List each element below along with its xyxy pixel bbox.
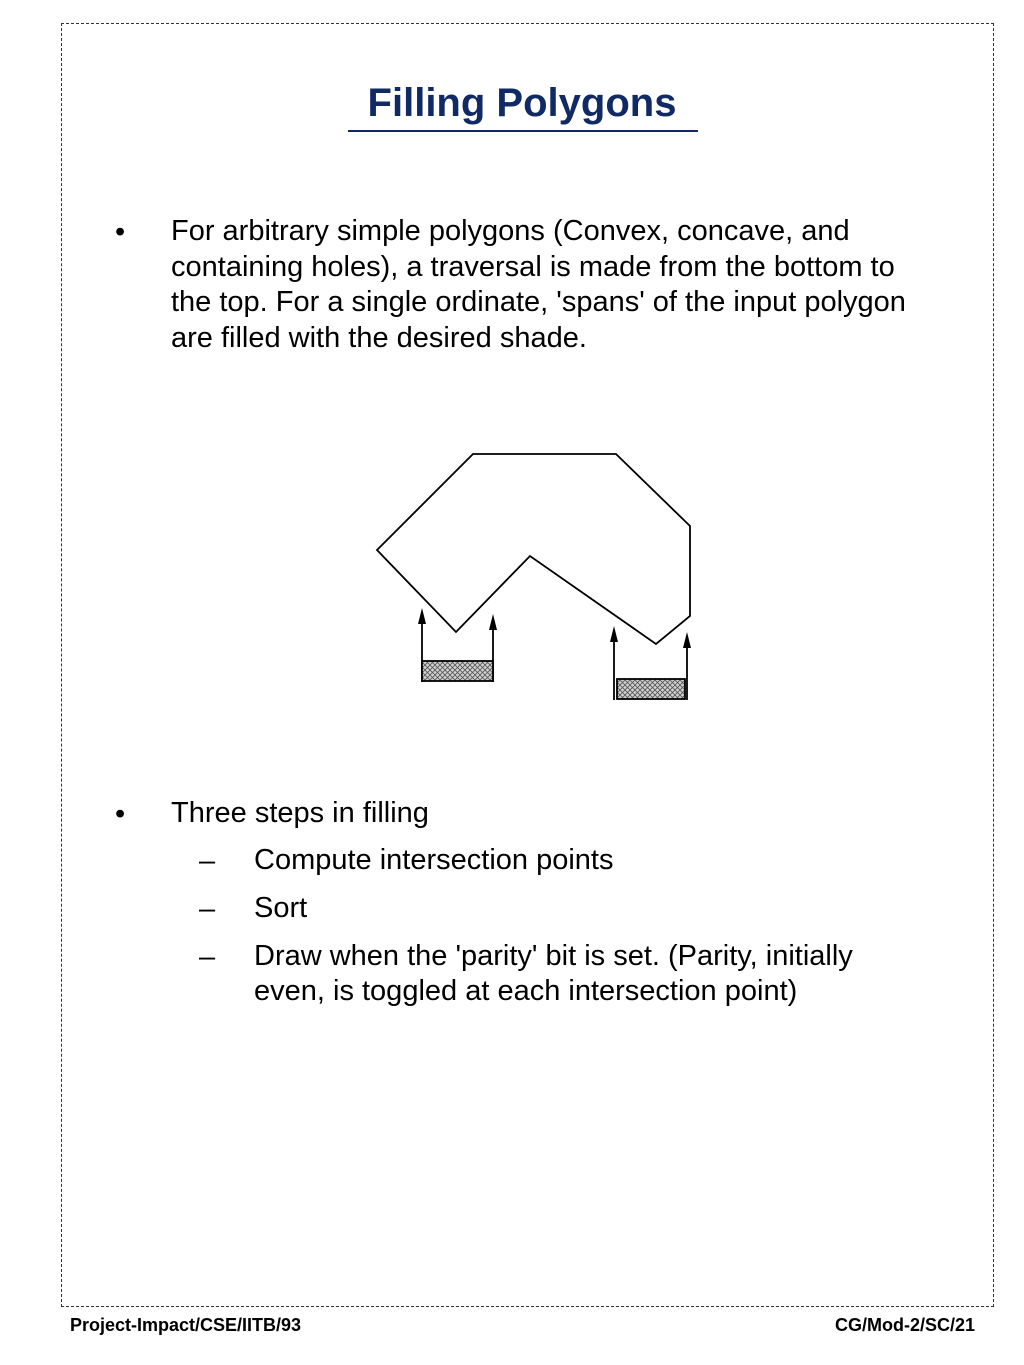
- step-compute-intersections: Compute intersection points: [254, 844, 614, 876]
- polygon-outline: [377, 454, 690, 644]
- footer-right: CG/Mod-2/SC/21: [834, 1315, 975, 1335]
- filled-span-right: [617, 679, 685, 699]
- step-sort: Sort: [254, 892, 308, 924]
- arrowhead-right-1: [610, 626, 618, 642]
- bullet-marker: •: [115, 798, 126, 830]
- bullet-text-spans: For arbitrary simple polygons (Convex, concave, and containing holes), a traversal is made from the bottom to the top. For a single ordinate, 'spans' of the input polygon are filled with the desired shade.: [171, 215, 906, 354]
- bullet-text-steps: Three steps in filling: [171, 797, 429, 829]
- sub-marker: –: [199, 893, 216, 925]
- step-draw-parity: Draw when the 'parity' bit is set. (Parity, initially even, is toggled at each intersection point): [254, 940, 853, 1007]
- arrowhead-left-1: [418, 608, 426, 624]
- filled-span-left: [422, 661, 493, 681]
- slide-title: Filling Polygons: [367, 81, 677, 125]
- footer-left: Project-Impact/CSE/IITB/93: [70, 1315, 302, 1335]
- polygon-fill-diagram: [360, 440, 710, 710]
- arrowhead-right-2: [683, 632, 691, 648]
- bullet-marker: •: [115, 216, 126, 248]
- sub-marker: –: [199, 845, 216, 877]
- title-underline: [348, 130, 698, 132]
- arrowhead-left-2: [489, 614, 497, 630]
- sub-marker: –: [199, 941, 216, 973]
